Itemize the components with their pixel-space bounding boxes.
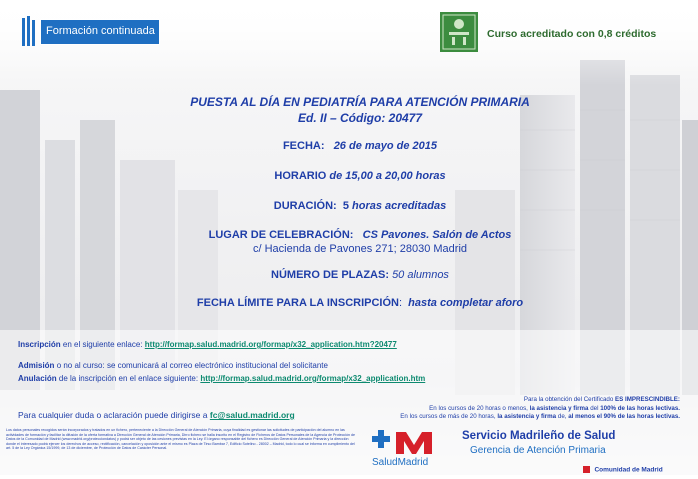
certificate-line3-a: En los cursos de más de 20 horas,: [400, 413, 496, 420]
lugar-value: CS Pavones. Salón de Actos: [362, 229, 512, 241]
certificate-requirements: [350, 396, 680, 422]
plazas-value: 50 alumnos: [392, 269, 449, 281]
admision-label: Admisión: [18, 361, 55, 370]
certificate-line2-b: la asistencia y firma: [529, 404, 589, 412]
duracion-label: DURACIÓN:: [273, 200, 337, 212]
certificate-line3-d: al menos el 90% de las horas lectivas.: [568, 413, 680, 420]
anulacion-row: [18, 374, 578, 383]
comunidad-logo: [583, 461, 663, 474]
contact-row: [18, 410, 295, 420]
horario-label: HORARIO: [274, 170, 327, 182]
inscripcion-text: en el siguiente enlace:: [62, 340, 143, 349]
certificate-line2-d: 100% de las horas lectivas.: [600, 404, 680, 412]
accreditation-seal: [440, 12, 478, 52]
inscripcion-link[interactable]: http://formap.salud.madrid.org/formap/x32_application.htm?20477: [144, 340, 397, 349]
comunidad-text: Comunidad de Madrid: [594, 466, 663, 474]
smsalud-subtitle: Gerencia de Atención Primaria: [470, 445, 606, 456]
lugar-address: c/ Hacienda de Pavones 271; 28030 Madrid: [252, 243, 468, 255]
course-title: PUESTA AL DÍA EN PEDIATRÍA PARA ATENCIÓN PRIMARIA: [190, 95, 530, 109]
horario-value: de 15,00 a 20,00 horas: [329, 170, 446, 182]
fecha-label: FECHA:: [282, 140, 325, 152]
saludmadrid-text: SaludMadrid: [372, 457, 429, 468]
certificate-line1: Para la obtención del Certificado: [523, 396, 614, 403]
limite-value: hasta completar aforo: [408, 297, 524, 309]
contact-email-link[interactable]: fc@salud.madrid.org: [209, 410, 295, 420]
plazas-row: [150, 269, 570, 281]
legal-notice: Los datos personales recogidos serán incorporados y tratados en un fichero, perteneciente a la Dirección General de Atención Primaria, cuya finalidad es gestionar las solicitudes de participación del alumno en las actividades de formación y facilitar la difusión de la oferta formativa a Dirección General de Atención Primaria, Dirro fichero se halla inscrito en el Registro de Ficheros de Datos Personales de la Agencia de Protección de Datos de la Comunidad de Madrid (www.madrid.org/protecciondatos) y podrá ser objeto de las cesiones previstas en la Ley. El órgano responsable del fichero es Dirección General de Atención Primaria y la dirección donde el interesado podrá ejercer los derechos de acceso, rectificación, cancelación y oposición ante el mismo es Plaza de Tirso Bambar 7, Edificio Sotelino - 28002 – Madrid, todo lo cual se informa en cumplimiento del art. 5 de la Ley Orgánica 15/1999, de 13 de diciembre, de Protección de Datos de Carácter Personal.: [6, 428, 355, 451]
admision-row: [18, 361, 578, 370]
lugar-label: LUGAR DE CELEBRACIÓN:: [208, 229, 354, 241]
smsalud-title: Servicio Madrileño de Salud: [462, 430, 616, 442]
course-edition-code: Ed. II – Código: 20477: [297, 111, 423, 125]
duracion-number: 5: [342, 200, 349, 212]
comunidad-flag-icon: [583, 466, 590, 473]
certificate-line3-b: la asistencia y firma: [497, 413, 557, 420]
horario-row: [150, 170, 570, 182]
brand-text: Formación continuada: [46, 25, 155, 37]
formacion-continuada-logo: [22, 16, 158, 46]
inscripcion-label: Inscripción: [18, 340, 61, 349]
plazas-label: NÚMERO DE PLAZAS:: [271, 269, 389, 281]
anulacion-link[interactable]: http://formap.salud.madrid.org/formap/x32_application.htm: [200, 374, 426, 383]
saludmadrid-emblem-icon: [368, 428, 456, 458]
contact-text: Para cualquier duda o aclaración puede dirigirse a: [18, 410, 208, 420]
brand-bars-icon: [22, 16, 38, 46]
anulacion-text: de la inscripción en el enlace siguiente:: [58, 374, 199, 383]
certificate-line1-bold: ES IMPRESCINDIBLE:: [615, 396, 680, 403]
inscripcion-row: [18, 340, 578, 349]
lugar-row: [150, 229, 570, 241]
certificate-line2-c: del: [590, 404, 599, 412]
brand-label-box: [40, 19, 160, 45]
saludmadrid-logo: [368, 428, 456, 470]
fecha-row: [150, 140, 570, 152]
duracion-row: [150, 200, 570, 212]
admision-text: o no al curso: se comunicará al correo electrónico institucional del solicitante: [56, 361, 328, 370]
seal-icon: [440, 12, 478, 52]
certificate-line3-c: de,: [557, 413, 567, 420]
certificate-line2-a: En los cursos de 20 horas o menos,: [429, 404, 528, 412]
limite-row: [150, 297, 570, 309]
accreditation-text: Curso acreditado con 0,8 créditos: [487, 28, 657, 40]
anulacion-label: Anulación: [18, 374, 57, 383]
duracion-value: horas acreditadas: [352, 200, 447, 212]
limite-label: FECHA LÍMITE PARA LA INSCRIPCIÓN: [196, 297, 399, 309]
limite-colon: :: [398, 297, 403, 309]
fecha-value: 26 de mayo de 2015: [333, 140, 438, 152]
